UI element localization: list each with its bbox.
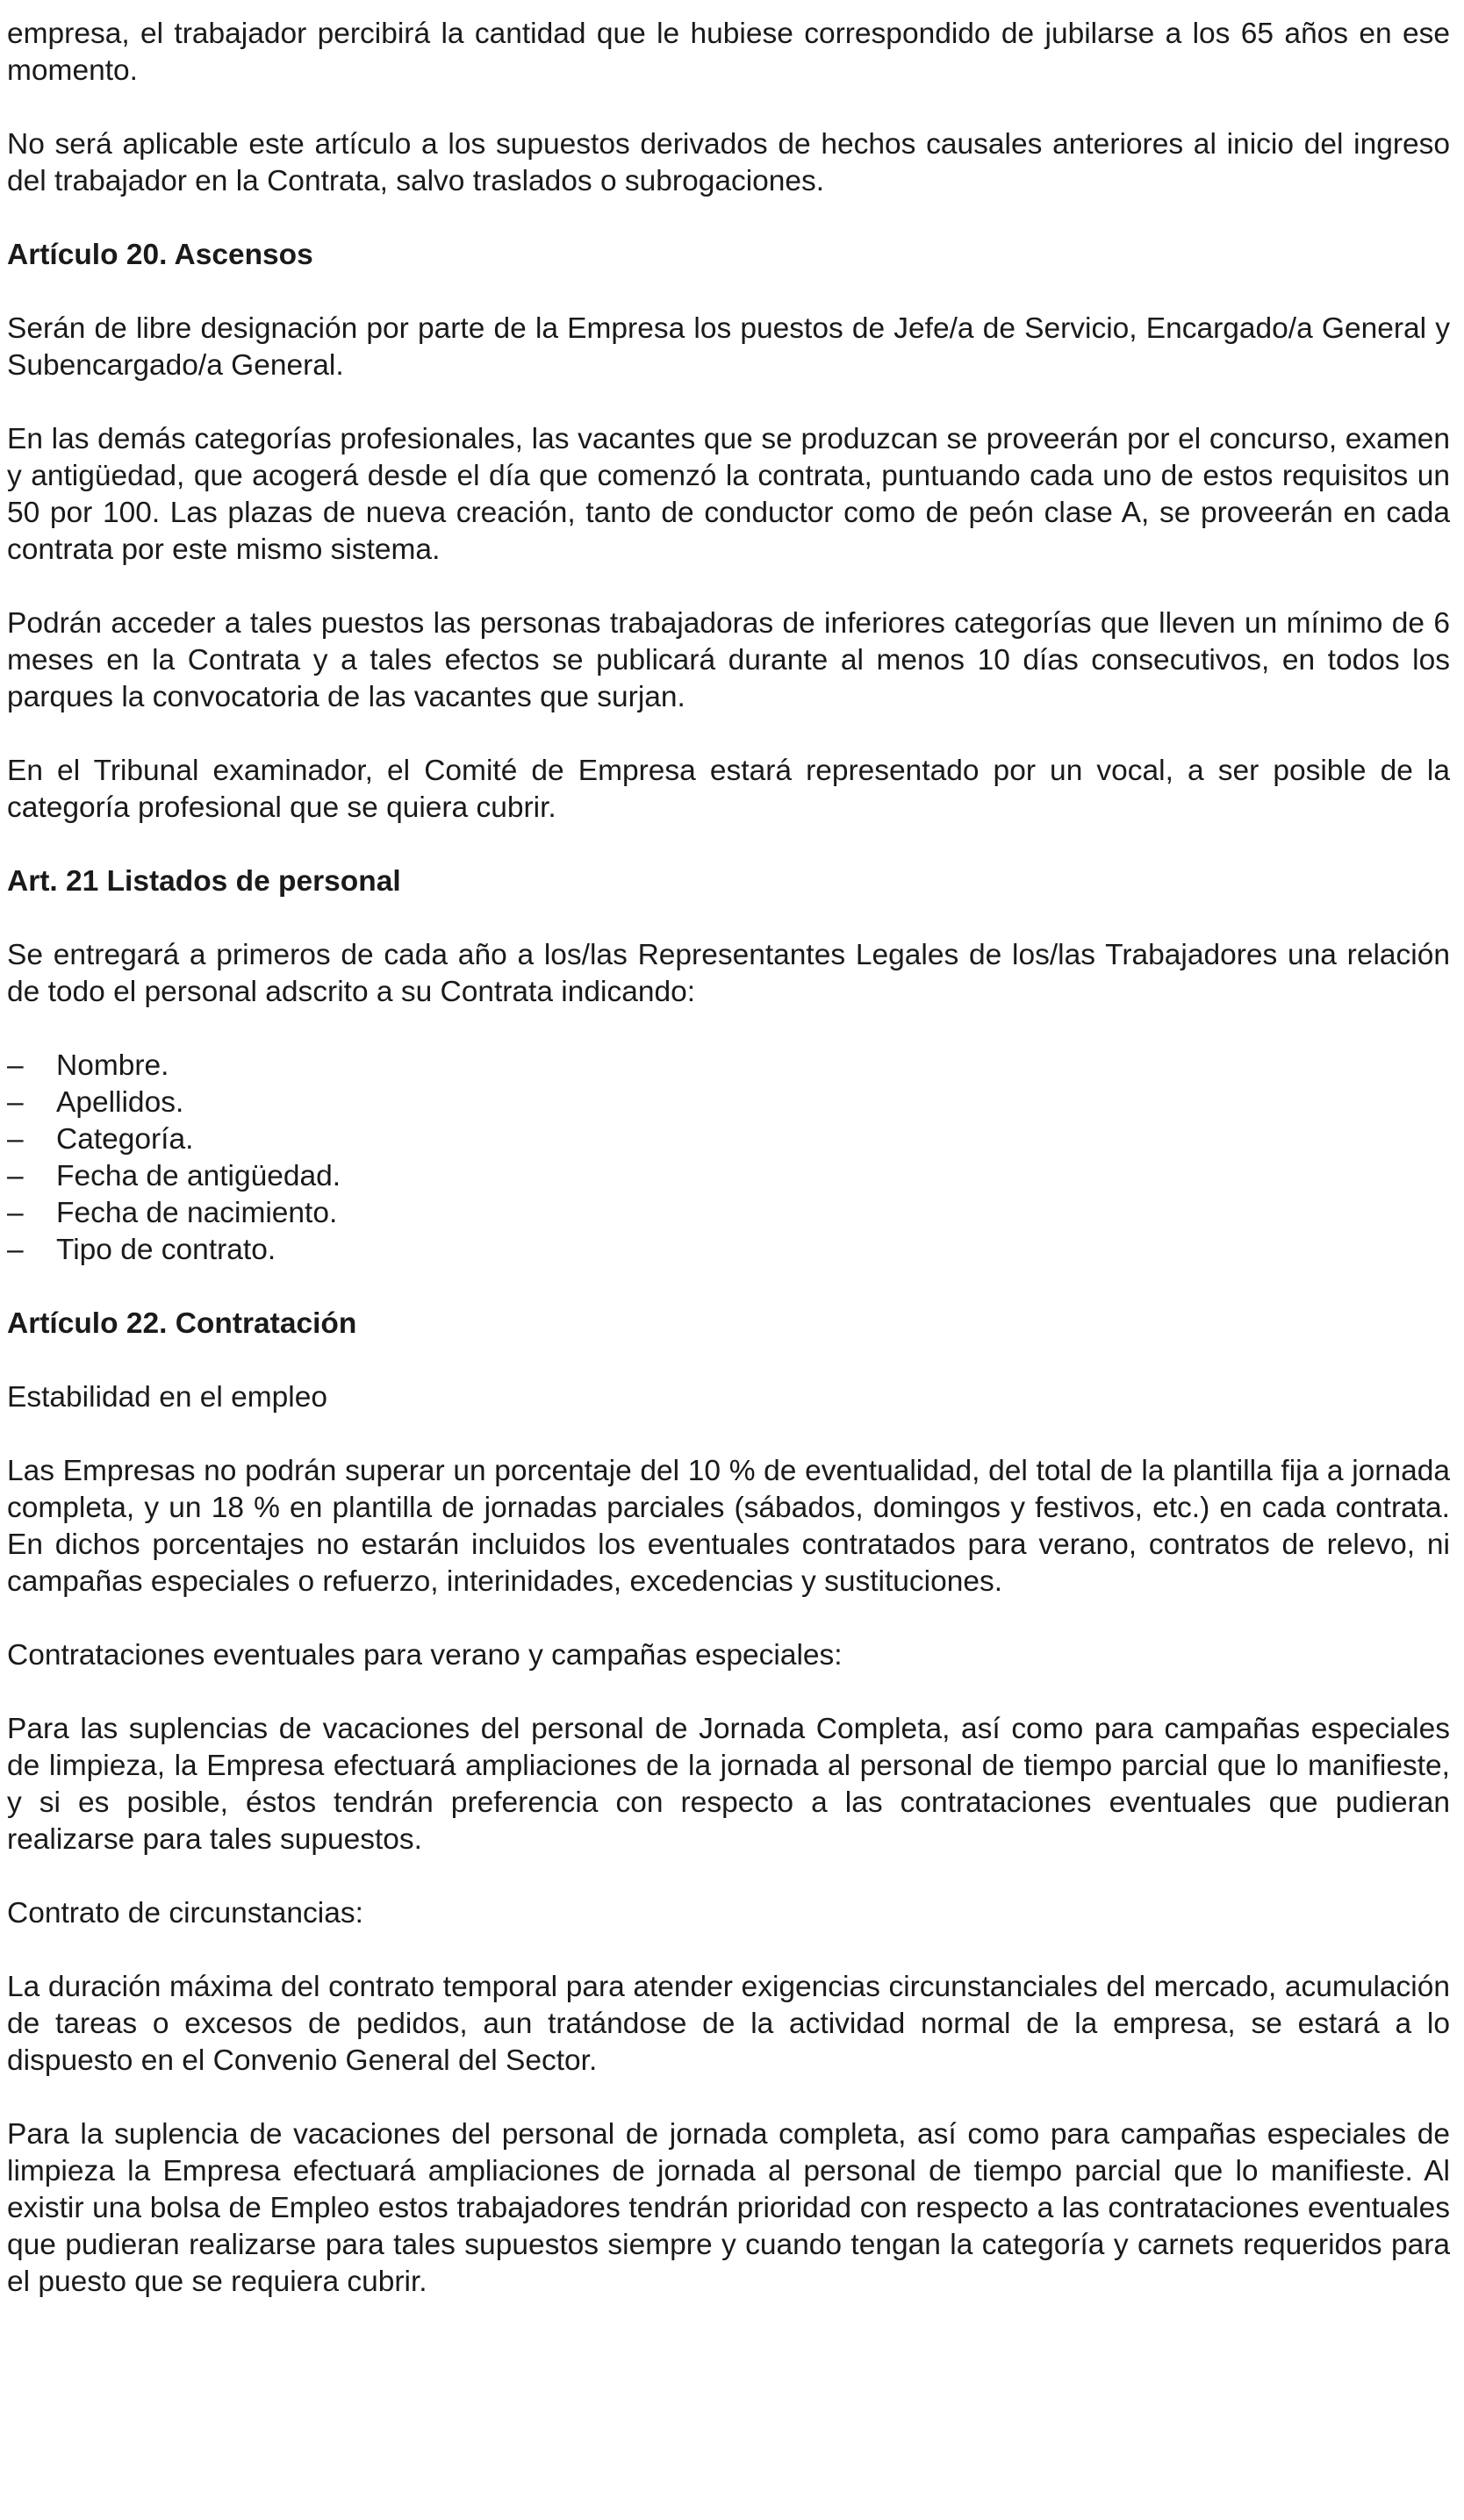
paragraph-libre-designacion: Serán de libre designación por parte de la Empresa los puestos de Jefe/a de Servicio, Encargado/a General y Subencargado/a General. (7, 312, 1450, 382)
dash-marker: – (7, 1234, 24, 1266)
subheading-estabilidad: Estabilidad en el empleo (7, 1381, 328, 1414)
list-item-text: Nombre. (56, 1049, 169, 1082)
list-item (7, 1232, 1450, 1269)
paragraph-demas-categorias: En las demás categorías profesionales, las vacantes que se produzcan se proveerán por el concurso, examen y antigüedad, que acogerá desde el día que comenzó la contrata, puntuando cada uno de estos requisitos un 50 por 100. Las plazas de nueva creación, tanto de conductor como de peón clase A, se proveerán en cada contrata por este mismo sistema. (7, 423, 1450, 566)
paragraph-entregara: Se entregará a primeros de cada año a los/las Representantes Legales de los/las Trabajadores una relación de todo el personal adscrito a su Contrata indicando: (7, 939, 1450, 1008)
list-item (7, 1085, 1450, 1121)
subheading-contrataciones-eventuales: Contrataciones eventuales para verano y campañas especiales: (7, 1639, 843, 1672)
dash-marker: – (7, 1086, 24, 1119)
dash-marker: – (7, 1160, 24, 1192)
list-item (7, 1121, 1450, 1158)
heading-articulo-20: Artículo 20. Ascensos (7, 239, 313, 271)
paragraph-tribunal-examinador: En el Tribunal examinador, el Comité de Empresa estará representado por un vocal, a ser posible de la categoría profesional que se quiera cubrir. (7, 755, 1450, 824)
paragraph-jubilacion: empresa, el trabajador percibirá la cantidad que le hubiese correspondido de jubilarse a los 65 años en ese momento. (7, 18, 1450, 87)
paragraph-acceder-puestos: Podrán acceder a tales puestos las personas trabajadoras de inferiores categorías que lleven un mínimo de 6 meses en la Contrata y a tales efectos se publicará durante al menos 10 días consecutivos, en todos los parques la convocatoria de las vacantes que surjan. (7, 607, 1450, 713)
list-item-text: Categoría. (56, 1123, 194, 1156)
list-item (7, 1048, 1450, 1085)
paragraph-duracion-maxima: La duración máxima del contrato temporal para atender exigencias circunstanciales del mercado, acumulación de tareas o excesos de pedidos, aun tratándose de la actividad normal de la empresa, se estará a lo dispuesto en el Convenio General del Sector. (7, 1971, 1450, 2077)
dash-marker: – (7, 1123, 24, 1156)
heading-articulo-21: Art. 21 Listados de personal (7, 865, 401, 898)
subheading-contrato-circunstancias: Contrato de circunstancias: (7, 1897, 363, 1929)
paragraph-bolsa-empleo: Para la suplencia de vacaciones del personal de jornada completa, así como para campañas especiales de limpieza la Empresa efectuará ampliaciones de jornada al personal de tiempo parcial que lo manifieste. Al existir una bolsa de Empleo estos trabajadores tendrán prioridad con respecto a las contrataciones eventuales que pudieran realizarse para tales supuestos siempre y cuando tengan la categoría y carnets requeridos para el puesto que se requiera cubrir. (7, 2118, 1450, 2298)
list-item-text: Fecha de nacimiento. (56, 1197, 338, 1229)
list-item-text: Tipo de contrato. (56, 1234, 276, 1266)
dash-marker: – (7, 1197, 24, 1229)
list-item-text: Fecha de antigüedad. (56, 1160, 341, 1192)
paragraph-no-aplicable: No será aplicable este artículo a los supuestos derivados de hechos causales anteriores al inicio del ingreso del trabajador en la Contrata, salvo traslados o subrogaciones. (7, 128, 1450, 197)
list-item (7, 1158, 1450, 1195)
heading-articulo-22: Artículo 22. Contratación (7, 1307, 357, 1340)
dash-marker: – (7, 1049, 24, 1082)
list-item (7, 1195, 1450, 1232)
list-item-text: Apellidos. (56, 1086, 184, 1119)
paragraph-porcentaje-eventualidad: Las Empresas no podrán superar un porcentaje del 10 % de eventualidad, del total de la plantilla fija a jornada completa, y un 18 % en plantilla de jornadas parciales (sábados, domingos y festivos, etc.) en cada contrata. En dichos porcentajes no estarán incluidos los eventuales contratados para verano, contratos de relevo, ni campañas especiales o refuerzo, interinidades, excedencias y sustituciones. (7, 1455, 1450, 1598)
paragraph-suplencias-vacaciones: Para las suplencias de vacaciones del personal de Jornada Completa, así como para campañas especiales de limpieza, la Empresa efectuará ampliaciones de la jornada al personal de tiempo parcial que lo manifieste, y si es posible, éstos tendrán preferencia con respecto a las contrataciones eventuales que pudieran realizarse para tales supuestos. (7, 1713, 1450, 1856)
personal-fields-list (7, 1048, 1450, 1269)
